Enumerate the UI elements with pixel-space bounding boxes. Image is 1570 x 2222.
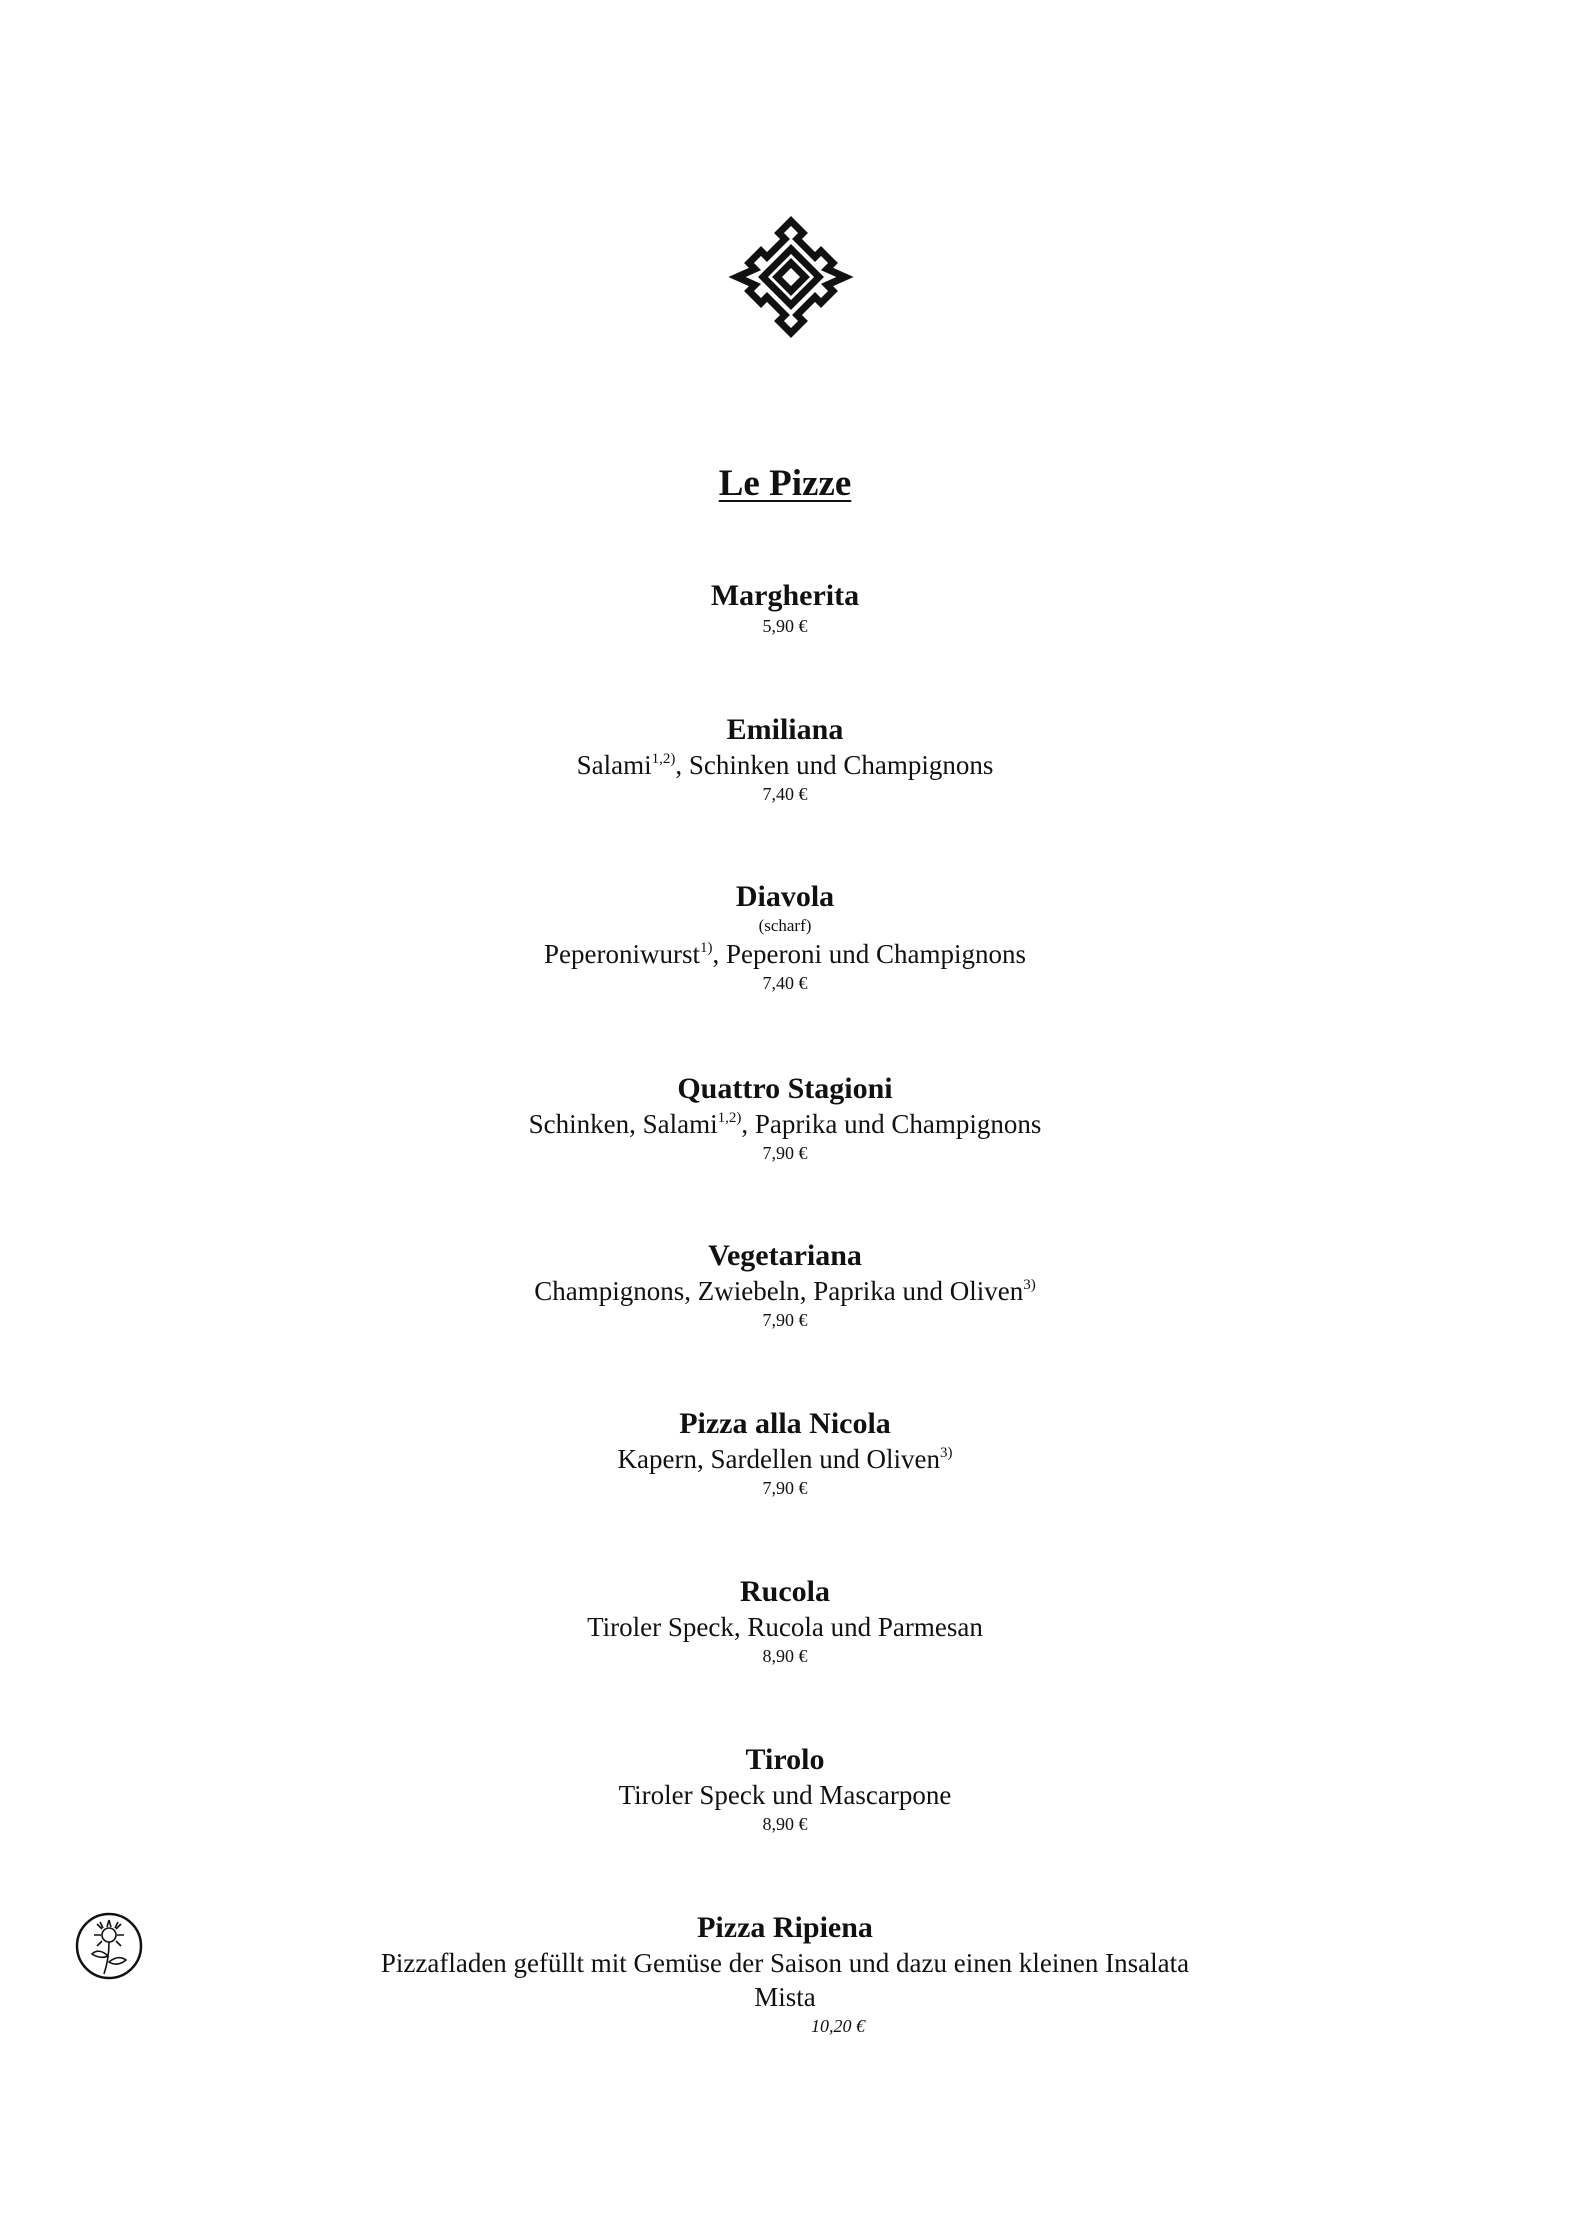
sunflower-emblem-icon — [74, 1910, 144, 1982]
menu-item — [0, 1071, 1570, 1165]
menu-item-price: 7,90 € — [762, 1478, 808, 1498]
menu-item-description — [0, 1442, 1570, 1476]
menu-item-price: 7,90 € — [762, 1310, 808, 1330]
page-title: Le Pizze — [718, 463, 852, 504]
menu-item-name: Emiliana — [726, 713, 844, 746]
menu-item-note: (scharf) — [758, 916, 812, 935]
menu-item-description — [0, 937, 1570, 971]
menu-item-price: 7,40 € — [762, 784, 808, 804]
description-text: , Paprika und Champignons — [741, 1109, 1042, 1139]
description-text: Champignons, Zwiebeln, Paprika und Oliven — [534, 1276, 1024, 1306]
menu-item-price: 7,40 € — [762, 973, 808, 993]
menu-item-description — [0, 1274, 1570, 1308]
menu-item — [0, 879, 1570, 995]
allergen-footnote: 3) — [1023, 1277, 1036, 1293]
menu-item-price: 7,90 € — [762, 1143, 808, 1163]
allergen-footnote: 3) — [939, 1445, 953, 1461]
menu-item — [0, 712, 1570, 806]
menu-item-name: Rucola — [740, 1575, 830, 1608]
menu-item-price: 8,90 € — [762, 1646, 808, 1666]
menu-item — [0, 1742, 1570, 1836]
menu-item-description: Tiroler Speck und Mascarpone — [618, 1780, 952, 1810]
description-text: Kapern, Sardellen und Oliven — [617, 1444, 940, 1474]
description-text: Schinken, Salami — [528, 1109, 718, 1139]
description-text: Salami — [576, 750, 652, 780]
menu-item — [0, 1574, 1570, 1668]
allergen-footnote: 1) — [700, 940, 713, 956]
menu-item-price: 5,90 € — [762, 616, 808, 636]
description-text: Pizzafladen gefüllt mit Gemüse der Saison und dazu einen kleinen Insalata Mista — [380, 1948, 1190, 2012]
menu-item — [0, 1406, 1570, 1500]
allergen-footnote: 1,2) — [717, 1110, 742, 1126]
menu-item — [0, 578, 1570, 638]
menu-item-description — [0, 748, 1570, 782]
menu-item-price: 10,20 € — [811, 2016, 865, 2036]
menu-item-name: Vegetariana — [708, 1239, 862, 1272]
menu-item-name: Quattro Stagioni — [677, 1072, 893, 1105]
description-text: Peperoniwurst — [544, 939, 700, 969]
menu-item-name: Pizza alla Nicola — [679, 1407, 891, 1440]
description-text: , Peperoni und Champignons — [712, 939, 1026, 969]
menu-item-description: Tiroler Speck, Rucola und Parmesan — [587, 1612, 983, 1642]
menu-item — [0, 1910, 1570, 2038]
menu-item-description — [0, 1107, 1570, 1141]
menu-item-name: Diavola — [735, 880, 835, 913]
menu-item-description — [0, 1946, 1570, 2014]
allergen-footnote: 1,2) — [651, 751, 676, 767]
menu-item-price: 8,90 € — [762, 1814, 808, 1834]
description-text: , Schinken und Champignons — [675, 750, 994, 780]
menu-item-name: Tirolo — [745, 1743, 825, 1776]
menu-item-name: Pizza Ripiena — [697, 1911, 873, 1944]
menu-item — [0, 1238, 1570, 1332]
diamond-knot-logo-icon — [727, 215, 855, 339]
menu-item-name: Margherita — [710, 579, 860, 612]
